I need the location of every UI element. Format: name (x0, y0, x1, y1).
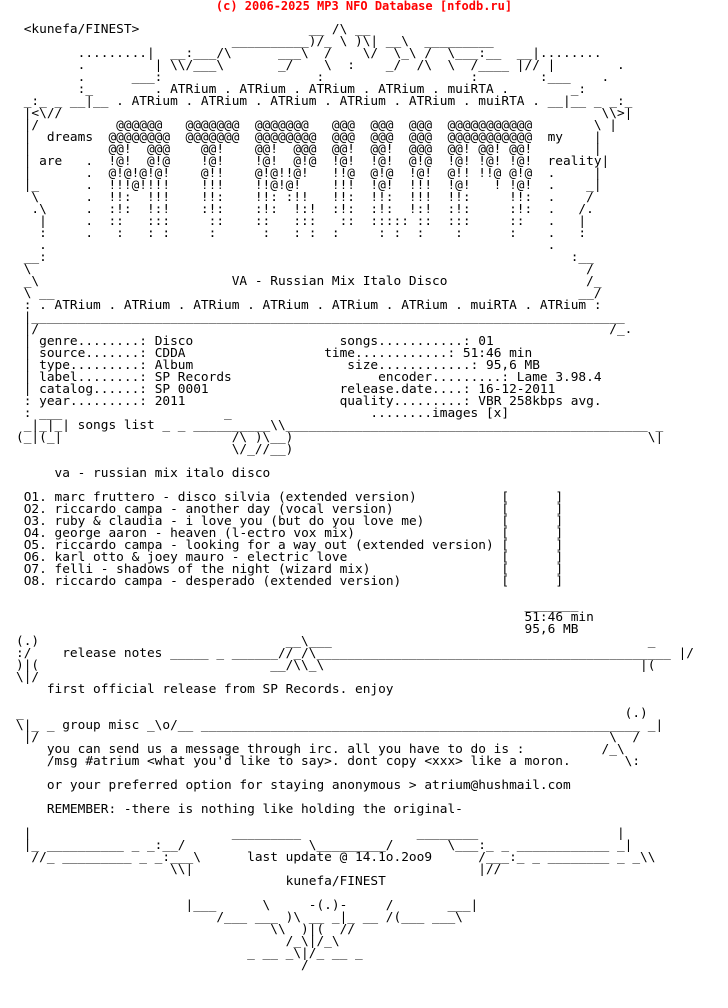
nfo-line: . . (16, 238, 556, 253)
type-value: Album (154, 358, 194, 373)
time-value: 51:46 min (462, 346, 533, 361)
release-date-value: 16-12-2011 (478, 382, 556, 397)
nfo-line: : . : : : : : : : : : : : : : . : (16, 226, 587, 241)
track-8-value: O8. riccardo campa - desperado (extended version) [ ] (23, 574, 564, 589)
nfo-line: REMEMBER: -there is nothing like holding the original- (16, 802, 463, 817)
track-4-value: O4. george aaron - heaven (l-ectro vox mix) [ ] (23, 526, 564, 541)
track-6-value: O6. karl otto & joey mauro - electric love [ ] (23, 550, 564, 565)
encoder-value: Lame 3.98.4 (516, 370, 602, 385)
track-3-value: O3. ruby & claudia - i love you (but do you love me) [ ] (23, 514, 564, 529)
nfo-line: |_ . !!!@!!!! !!! !!@!@! !!! !@! !!! !@! ! !@! . _| (16, 178, 602, 193)
nfo-line: \ / (16, 262, 594, 277)
nfo-line: : ___ _ ........images [x] (16, 406, 510, 421)
nfo-line: //_ _________ _ _:___\ last update @ 14.1o.2oo9 /___:_ _ ________ _ _\\ (16, 850, 656, 865)
nfo-line: |_____________________________________________________________________________ (16, 310, 625, 325)
nfo-line: _|_|_| songs list _ _ __________\\_______________________________________________ _ (16, 418, 664, 433)
nfo-line: | are . !@! @!@ !@! !@! @!@ !@! !@! @!@ !@! !@! !@! reality| (16, 154, 610, 169)
nfo-line: /___ ___ )\ __ _|_ __ /(___ ___\ (16, 910, 463, 925)
nfo-document (16, 24, 694, 972)
nfo-line: _ __ _\|/_ __ _ (16, 946, 363, 961)
nfo-line (16, 576, 694, 588)
nfo-line: |/ \ / (16, 730, 641, 745)
year-value: 2011 (154, 394, 186, 409)
nfo-line: |/ @@@@@@ @@@@@@@ @@@@@@@ @@@ @@@ @@@ @@@@@@@@@@@ \ | (16, 118, 617, 133)
nfo-line: _\ VA - Russian Mix Italo Disco /_ (16, 274, 602, 289)
nfo-line: :_ . ATRium . ATRium . ATRium . ATRium . muiRTA . _: (16, 82, 587, 97)
nfo-line: | label........: SP Records encoder.........: Lame 3.98.4 (16, 370, 602, 385)
nfo-line: __________)/_ \ )\| __\ _________ (16, 34, 494, 49)
nfo-line: | catalog......: SP 0001 release.date....: 16-12-2011 (16, 382, 556, 397)
nfo-line: . ___: : : :___ . (16, 70, 610, 85)
nfo-line: : year.........: 2011 quality.........: VBR 258kbps avg. (16, 394, 602, 409)
track-2-value: O2. riccardo campa - another day (vocal version) [ ] (23, 502, 564, 517)
nfo-line: kunefa/FINEST (16, 874, 386, 889)
nfo-line: \\ )|( // (16, 922, 355, 937)
nfo-line: <kunefa/FINEST> __ /\ __ (16, 22, 371, 37)
nfo-line: | . @!@!@!@! @!! @!@!!@! !!@ @!@ !@! @!! !!@ @!@ . | (16, 166, 602, 181)
nfo-line: \/_//__) (16, 442, 294, 457)
track-5-value: O5. riccardo campa - looking for a way out (extended version) [ ] (23, 538, 564, 553)
nfo-line: |<\// \\>| (16, 106, 633, 121)
nfo-line: | source.......: CDDA time............: 51:46 min (16, 346, 533, 361)
nfo-line: |___ \ -(.)- / ___| (16, 898, 479, 913)
nfo-line: . | \\/___\ _/ \ : _/ /\ \ /____ |// | . (16, 58, 625, 73)
nfo-line (16, 468, 694, 480)
nfo-line: | genre........: Disco songs...........: 01 (16, 334, 494, 349)
nfo-line: |_ __________ _ _:__/ \_________/ \___:_ _ ____________ _| (16, 838, 633, 853)
total-time-value: 51:46 min (524, 610, 594, 625)
track-1-value: O1. marc fruttero - disco silvia (extended version) [ ] (23, 490, 564, 505)
track-7-value: O7. felli - shadows of the night (wizard mix) [ ] (23, 562, 564, 577)
total-size-value: 95,6 MB (524, 622, 579, 637)
nfo-line: _ (.) (16, 706, 648, 721)
nfo-line: |/ /_. (16, 322, 633, 337)
catalog-value: SP 0001 (154, 382, 209, 397)
label-value: SP Records (154, 370, 232, 385)
nfo-line: | type.........: Album size............: 95,6 MB (16, 358, 540, 373)
nfo-line: )|( __/\\_\ |( (16, 658, 656, 673)
nfo-line: | . :: ::: :: :: ::: :: ::::: :: ::: :: . | (16, 214, 587, 229)
nfo-line: | @@! @@@ @@! @@! @@@ @@! @@! @@@ @@! @@! @@! | (16, 142, 602, 157)
nfo-line: .........| __:___/\ ___\ / \/ \_\ / \___:__ __|........ (16, 46, 602, 61)
nfo-line: (.) __\___ _ (16, 634, 656, 649)
nfo-line: _:_ _ __|__ . ATRium . ATRium . ATRium . ATRium . ATRium . muiRTA . __|__ _ _:_ (16, 94, 633, 109)
nfo-line: | _________ ________ | (16, 826, 625, 841)
nfo-line: /msg #atrium <what you'd like to say>. dont copy <xxx> like a moron. \: (16, 754, 641, 769)
album-title-value: va - russian mix italo disco (54, 466, 271, 481)
nfo-line: /_\|/_\ (16, 934, 340, 949)
size-value: 95,6 MB (486, 358, 540, 373)
nfo-line: \|_ _ group misc _\o/__ _________________________________________________________ _| (16, 718, 664, 733)
nfo-line: :/ release notes _____ _ ______//_/\______________________________________________ |/ (16, 646, 694, 661)
nfo-line: \ . !!: !!! !!: !!: :!! !!: !!: !!! !!: !!: . / (16, 190, 594, 205)
nfo-line: : . ATRium . ATRium . ATRium . ATRium . ATRium . ATRium . muiRTA . ATRium : (16, 298, 602, 313)
nfo-line: or your preferred option for staying anonymous > atrium@hushmail.com (16, 778, 571, 793)
nfo-line: \\| |// (16, 862, 502, 877)
songs-value: 01 (478, 334, 494, 349)
site-header: (c) 2006-2025 MP3 NFO Database [nfodb.ru] (215, 0, 513, 13)
quality-value: VBR 258kbps avg. (478, 394, 602, 409)
genre-value: Disco (154, 334, 194, 349)
nfo-line: \ __ __/ (16, 286, 602, 301)
nfo-line: _______ (16, 598, 579, 613)
nfo-line: .\ . :!: !:! :!: :!: !:! :!: :!: !:! :!: :!: . /. (16, 202, 594, 217)
nfo-line: \|/ (16, 670, 40, 685)
nfo-line: / (16, 958, 309, 973)
nfo-line: you can send us a message through irc. all you have to do is : /_\ (16, 742, 625, 757)
source-value: CDDA (154, 346, 186, 361)
nfo-line: | dreams @@@@@@@@ @@@@@@@ @@@@@@@@ @@@ @@@ @@@ @@@@@@@@@@@ my | (16, 130, 602, 145)
nfo-line: (_|(_| /\ )\__) \| (16, 430, 664, 445)
nfo-line: __: :__ (16, 250, 594, 265)
nfo-line: first official release from SP Records. enjoy (16, 682, 394, 697)
